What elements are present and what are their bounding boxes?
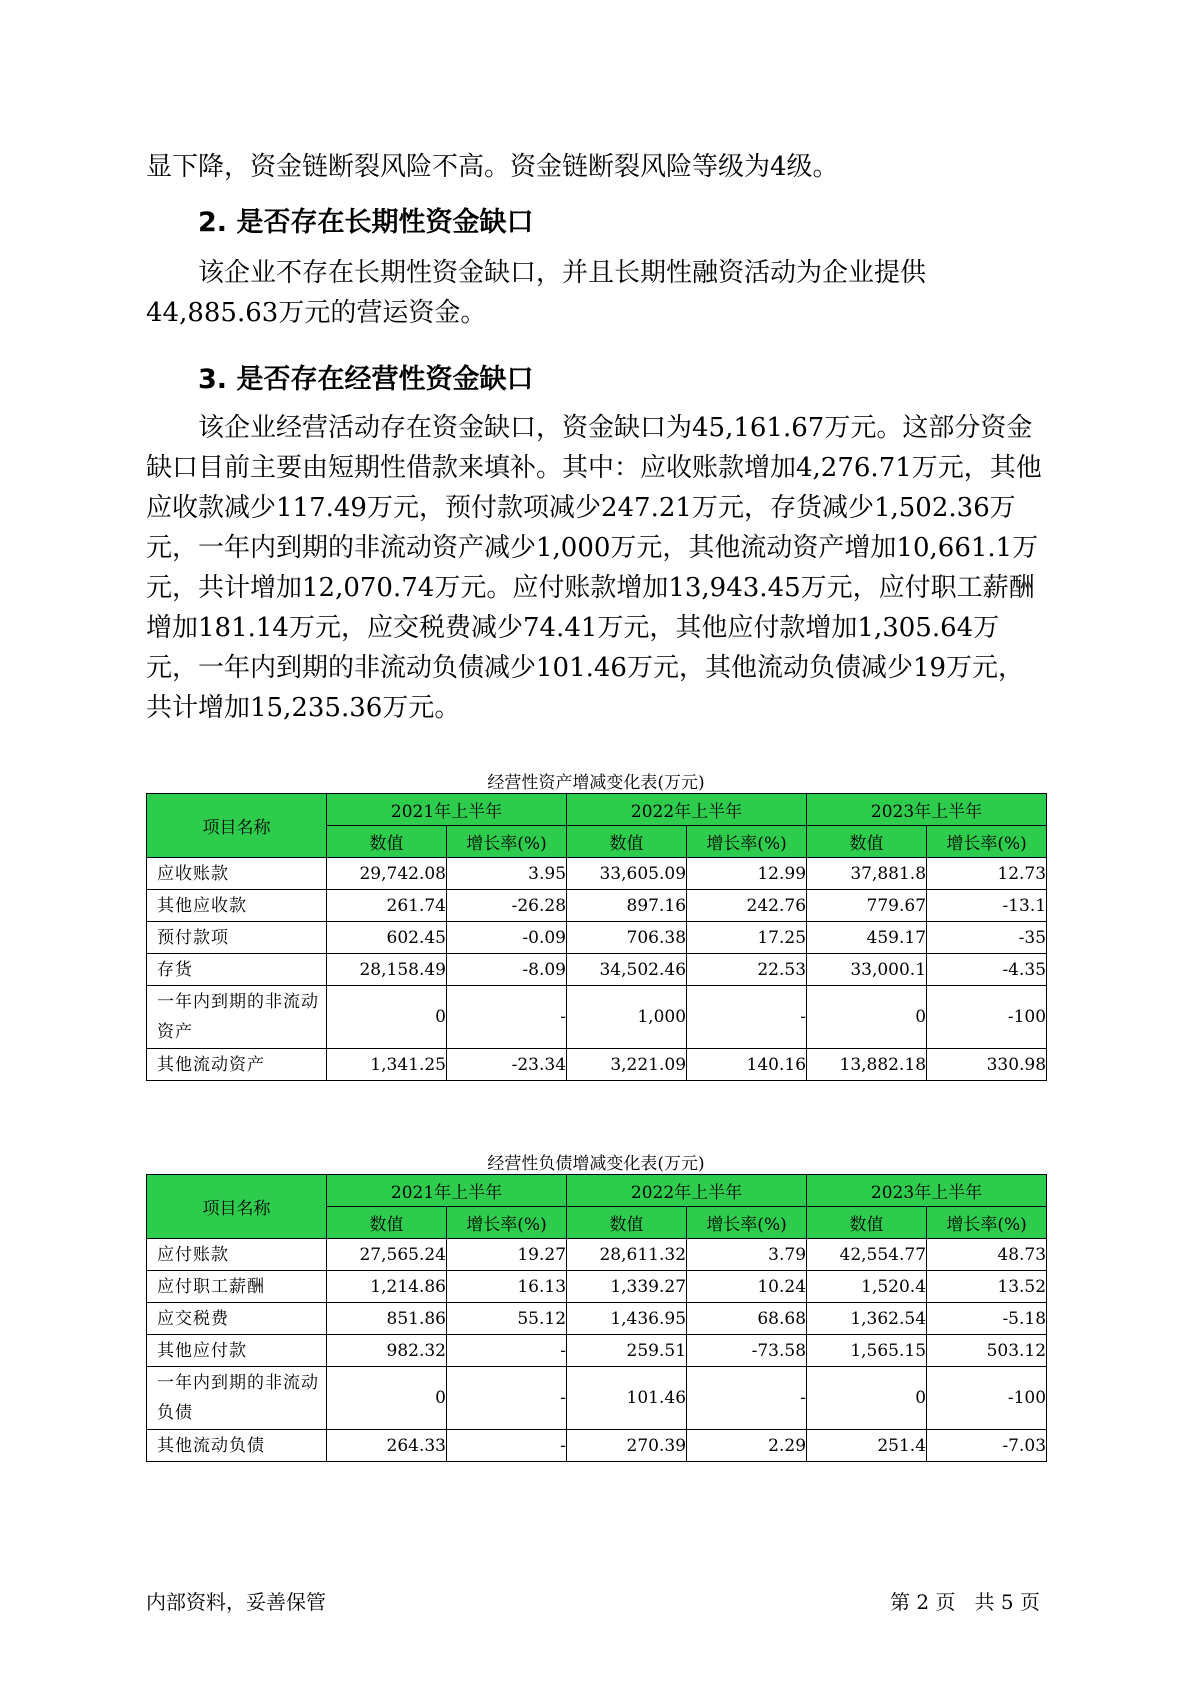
cell-rate: 242.76 (687, 890, 807, 922)
cell-value: 261.74 (327, 890, 447, 922)
table-row (147, 1367, 1047, 1430)
cell-value: 264.33 (327, 1430, 447, 1462)
cell-value: 13,882.18 (807, 1049, 927, 1081)
row-name: 应付职工薪酬 (147, 1271, 327, 1303)
row-name: 一年内到期的非流动负债 (147, 1367, 327, 1430)
cell-value: 29,742.08 (327, 858, 447, 890)
header-item-name: 项目名称 (147, 794, 327, 858)
cell-rate: -35 (927, 922, 1047, 954)
table-row (147, 922, 1047, 954)
paragraph-operating-gap: 该企业经营活动存在资金缺口，资金缺口为45,161.67万元。这部分资金缺口目前主要由短期性借款来填补。其中：应收账款增加4,276.71万元，其他应收款减少117.49万元，预付款项减少247.21万元，存货减少1,502.36万元，一年内到期的非流动资产减少1,000万元，其他流动资产增加10,661.1万元，共计增加12,070.74万元。应付账款增加13,943.45万元，应付职工薪酬增加181.14万元，应交税费减少74.41万元，其他应付款增加1,305.64万元，一年内到期的非流动负债减少101.46万元，其他流动负债减少19万元，共计增加15,235.36万元。 (146, 413, 1042, 723)
table-row (147, 954, 1047, 986)
cell-rate: - (447, 1367, 567, 1430)
header-value: 数值 (327, 1207, 447, 1239)
liabilities-table-caption: 经营性负债增减变化表(万元) (487, 1154, 705, 1174)
cell-rate: 68.68 (687, 1303, 807, 1335)
cell-value: 33,605.09 (567, 858, 687, 890)
table-row (147, 1335, 1047, 1367)
cell-rate: -23.34 (447, 1049, 567, 1081)
header-value: 数值 (807, 1207, 927, 1239)
header-year-2021: 2021年上半年 (327, 794, 567, 826)
header-year-2023: 2023年上半年 (807, 1175, 1047, 1207)
header-year-2021: 2021年上半年 (327, 1175, 567, 1207)
header-rate: 增长率(%) (687, 1207, 807, 1239)
cell-value: 1,339.27 (567, 1271, 687, 1303)
cell-value: 27,565.24 (327, 1239, 447, 1271)
cell-rate: -100 (927, 986, 1047, 1049)
cell-value: 982.32 (327, 1335, 447, 1367)
cell-value: 851.86 (327, 1303, 447, 1335)
cell-rate: - (447, 1335, 567, 1367)
cell-rate: -7.03 (927, 1430, 1047, 1462)
cell-value: 28,611.32 (567, 1239, 687, 1271)
table-row (147, 890, 1047, 922)
cell-rate: 10.24 (687, 1271, 807, 1303)
cell-value: 779.67 (807, 890, 927, 922)
cell-value: 1,000 (567, 986, 687, 1049)
cell-rate: 22.53 (687, 954, 807, 986)
cell-rate: 12.73 (927, 858, 1047, 890)
cell-rate: 48.73 (927, 1239, 1047, 1271)
section-heading-3: 3. 是否存在经营性资金缺口 (198, 364, 534, 395)
cell-value: 0 (327, 1367, 447, 1430)
cell-rate: -0.09 (447, 922, 567, 954)
row-name: 存货 (147, 954, 327, 986)
header-rate: 增长率(%) (927, 1207, 1047, 1239)
cell-value: 251.4 (807, 1430, 927, 1462)
cell-value: 42,554.77 (807, 1239, 927, 1271)
cell-value: 101.46 (567, 1367, 687, 1430)
cell-value: 37,881.8 (807, 858, 927, 890)
cell-rate: 12.99 (687, 858, 807, 890)
row-name: 其他应付款 (147, 1335, 327, 1367)
cell-rate: 330.98 (927, 1049, 1047, 1081)
cell-value: 34,502.46 (567, 954, 687, 986)
cell-rate: -73.58 (687, 1335, 807, 1367)
row-name: 其他流动负债 (147, 1430, 327, 1462)
table-row (147, 986, 1047, 1049)
cell-value: 1,436.95 (567, 1303, 687, 1335)
row-name: 其他流动资产 (147, 1049, 327, 1081)
header-year-2023: 2023年上半年 (807, 794, 1047, 826)
row-name: 其他应收款 (147, 890, 327, 922)
cell-rate: 3.95 (447, 858, 567, 890)
cell-rate: 503.12 (927, 1335, 1047, 1367)
header-rate: 增长率(%) (687, 826, 807, 858)
cell-value: 459.17 (807, 922, 927, 954)
header-value: 数值 (807, 826, 927, 858)
row-name: 应收账款 (147, 858, 327, 890)
cell-rate: - (447, 986, 567, 1049)
table-row (147, 1430, 1047, 1462)
section-heading-2: 2. 是否存在长期性资金缺口 (198, 207, 534, 238)
assets-change-table (146, 793, 1047, 1081)
table-row (147, 1239, 1047, 1271)
table-row (147, 1049, 1047, 1081)
footer-confidential-note: 内部资料，妥善保管 (146, 1590, 326, 1614)
table-row (147, 1271, 1047, 1303)
cell-rate: -5.18 (927, 1303, 1047, 1335)
cell-value: 0 (807, 1367, 927, 1430)
cell-value: 1,520.4 (807, 1271, 927, 1303)
assets-table-caption: 经营性资产增减变化表(万元) (487, 773, 705, 793)
header-value: 数值 (567, 1207, 687, 1239)
cell-value: 0 (327, 986, 447, 1049)
liabilities-change-table (146, 1174, 1047, 1462)
row-name: 应付账款 (147, 1239, 327, 1271)
cell-rate: 3.79 (687, 1239, 807, 1271)
header-rate: 增长率(%) (447, 1207, 567, 1239)
cell-rate: -100 (927, 1367, 1047, 1430)
cell-value: 1,565.15 (807, 1335, 927, 1367)
cell-rate: 13.52 (927, 1271, 1047, 1303)
cell-rate: 17.25 (687, 922, 807, 954)
header-year-2022: 2022年上半年 (567, 1175, 807, 1207)
header-value: 数值 (567, 826, 687, 858)
row-name: 应交税费 (147, 1303, 327, 1335)
cell-value: 3,221.09 (567, 1049, 687, 1081)
cell-value: 259.51 (567, 1335, 687, 1367)
header-year-2022: 2022年上半年 (567, 794, 807, 826)
header-rate: 增长率(%) (447, 826, 567, 858)
cell-rate: -8.09 (447, 954, 567, 986)
table-row (147, 858, 1047, 890)
table-row (147, 1303, 1047, 1335)
header-value: 数值 (327, 826, 447, 858)
cell-rate: 55.12 (447, 1303, 567, 1335)
cell-value: 1,214.86 (327, 1271, 447, 1303)
cell-value: 602.45 (327, 922, 447, 954)
cell-rate: 19.27 (447, 1239, 567, 1271)
cell-rate: -26.28 (447, 890, 567, 922)
cell-rate: 140.16 (687, 1049, 807, 1081)
cell-rate: 2.29 (687, 1430, 807, 1462)
header-rate: 增长率(%) (927, 826, 1047, 858)
paragraph-continued: 显下降，资金链断裂风险不高。资金链断裂风险等级为4级。 (146, 152, 839, 182)
header-item-name: 项目名称 (147, 1175, 327, 1239)
paragraph-long-term-gap: 该企业不存在长期性资金缺口，并且长期性融资活动为企业提供44,885.63万元的营运资金。 (146, 258, 927, 328)
cell-rate: - (687, 1367, 807, 1430)
row-name: 一年内到期的非流动资产 (147, 986, 327, 1049)
cell-value: 28,158.49 (327, 954, 447, 986)
cell-value: 1,341.25 (327, 1049, 447, 1081)
cell-value: 33,000.1 (807, 954, 927, 986)
row-name: 预付款项 (147, 922, 327, 954)
footer-page-number: 第 2 页 共 5 页 (890, 1590, 1040, 1614)
cell-rate: 16.13 (447, 1271, 567, 1303)
cell-value: 706.38 (567, 922, 687, 954)
cell-rate: - (687, 986, 807, 1049)
cell-rate: -13.1 (927, 890, 1047, 922)
cell-value: 897.16 (567, 890, 687, 922)
cell-value: 0 (807, 986, 927, 1049)
cell-rate: -4.35 (927, 954, 1047, 986)
cell-rate: - (447, 1430, 567, 1462)
cell-value: 1,362.54 (807, 1303, 927, 1335)
cell-value: 270.39 (567, 1430, 687, 1462)
